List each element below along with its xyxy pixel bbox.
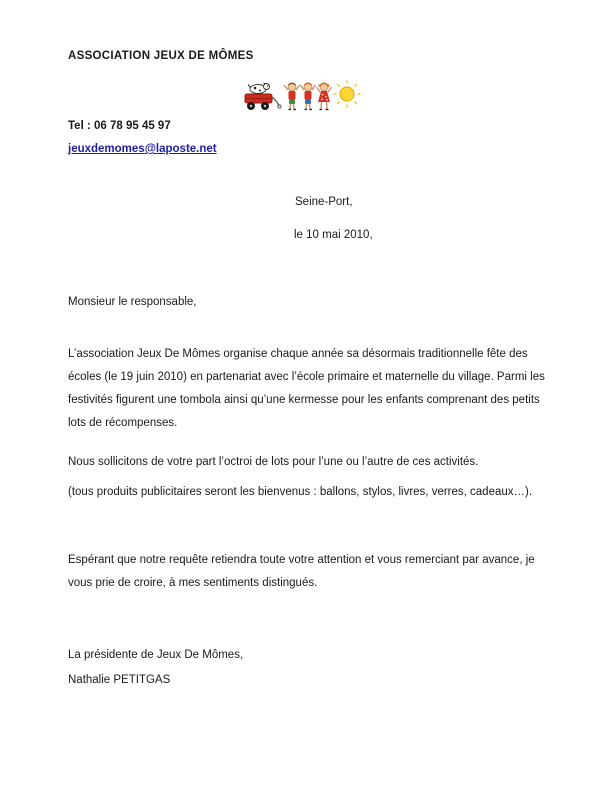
sun-icon — [334, 81, 361, 108]
dateline-place: Seine-Port, — [295, 196, 353, 208]
letter-paragraph: (tous produits publicitaires seront les bienvenus : ballons, stylos, livres, verres, cadeaux…). — [68, 486, 533, 498]
phone-line: Tel : 06 78 95 45 97 — [68, 120, 171, 132]
email-link[interactable]: jeuxdemomes@laposte.net — [68, 143, 217, 155]
dateline-date: le 10 mai 2010, — [294, 229, 373, 241]
child-girl-icon — [317, 83, 332, 110]
letter-paragraph: Espérant que notre requête retiendra toute votre attention et vous remerciant par avance, je vous prie de croire, à mes sentiments distingués. — [68, 554, 535, 589]
dog-icon — [248, 83, 270, 94]
wagon-icon — [245, 94, 281, 110]
children-wagon-sun-clipart — [68, 79, 550, 115]
letter-paragraph: Nous sollicitons de votre part l’octroi de lots pour l’une ou l’autre de ces activités. — [68, 456, 479, 468]
child-boy-icon — [284, 83, 300, 110]
child-boy-icon — [301, 83, 316, 110]
closing-line: La présidente de Jeux De Mômes, — [68, 649, 244, 661]
org-name-heading: ASSOCIATION JEUX DE MÔMES — [68, 50, 254, 62]
salutation: Monsieur le responsable, — [68, 296, 197, 308]
email-line — [68, 143, 550, 155]
signature-name: Nathalie PETITGAS — [68, 674, 171, 686]
letter-paragraph: L’association Jeux De Mômes organise chaque année sa désormais traditionnelle fête des écoles (le 19 juin 2010) en partenariat avec l’école primaire et maternelle du village. Parmi les festivités figurent une tombola ainsi qu’une kermesse pour les enfants comprenant des petits lots de récompenses. — [68, 348, 545, 429]
